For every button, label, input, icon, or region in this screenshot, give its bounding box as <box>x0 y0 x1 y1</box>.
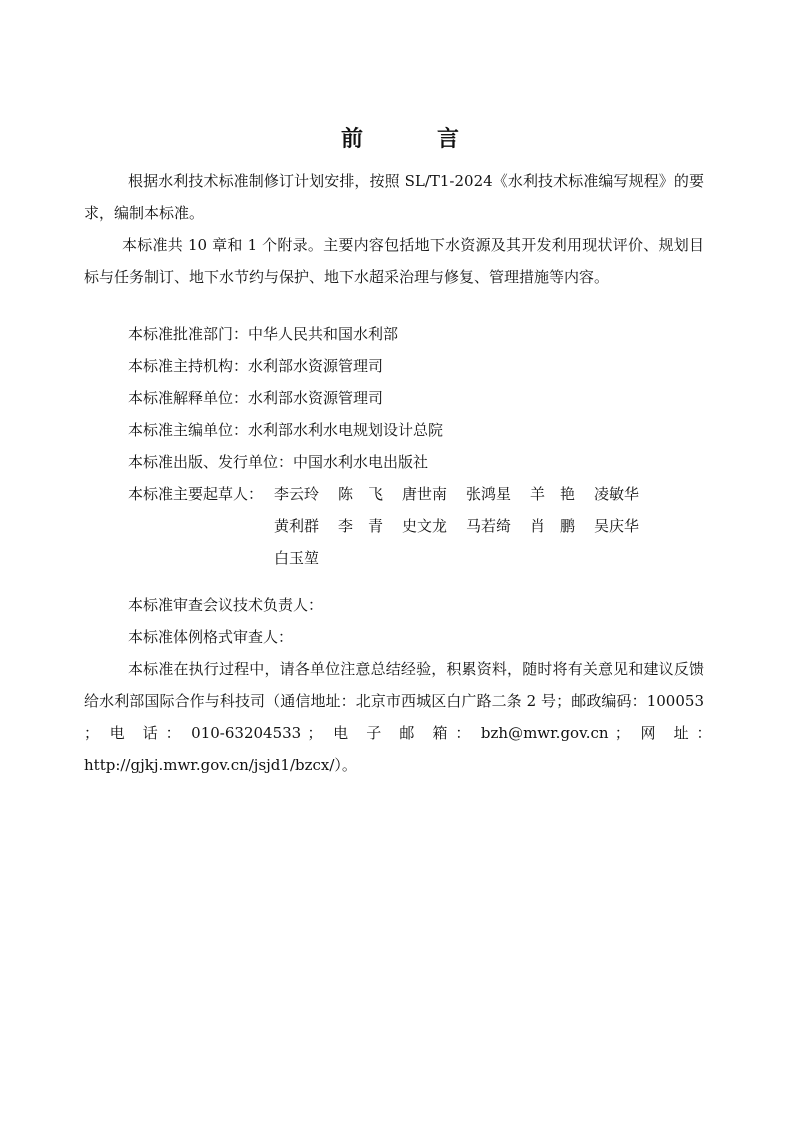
drafter-row <box>274 478 694 510</box>
intro-paragraph: 根据水利技术标准制修订计划安排，按照 SL/T1-2024《水利技术标准编写规程》的要求，编制本标准。 <box>84 172 704 222</box>
host-organization: 本标准主持机构：水利部水资源管理司 <box>128 357 384 375</box>
drafter-row <box>274 510 694 542</box>
drafters-list <box>274 478 694 574</box>
page-title: 前 言 <box>340 126 485 152</box>
drafter-name: 李云玲 <box>274 485 320 503</box>
drafter-name: 李 青 <box>338 517 384 535</box>
chief-editor-unit: 本标准主编单位：水利部水利水电规划设计总院 <box>128 421 444 439</box>
drafter-name: 吴庆华 <box>594 517 640 535</box>
drafter-name: 史文龙 <box>402 517 448 535</box>
interpretation-unit: 本标准解释单位：水利部水资源管理司 <box>128 389 384 407</box>
publisher: 本标准出版、发行单位：中国水利水电出版社 <box>128 453 429 471</box>
review-tech-lead: 本标准审查会议技术负责人： <box>128 596 324 614</box>
drafter-name: 张鸿星 <box>466 485 512 503</box>
drafter-name: 白玉堃 <box>274 549 320 567</box>
approval-department: 本标准批准部门：中华人民共和国水利部 <box>128 325 399 343</box>
drafter-name: 黄利群 <box>274 517 320 535</box>
drafter-name: 陈 飞 <box>338 485 384 503</box>
drafter-name: 肖 鹏 <box>530 517 576 535</box>
drafters-label: 本标准主要起草人： <box>128 485 264 503</box>
feedback-paragraph: 本标准在执行过程中，请各单位注意总结经验，积累资料，随时将有关意见和建议反馈给水利部国际合作与科技司（通信地址：北京市西城区白广路二条 2 号；邮政编码：100053 ； 电 话 ： 010-63204533 ； 电 子 邮 箱 ： bzh@mwr.gov.cn ； 网 址 ： http://gjkj.mwr.gov.cn/jsjd1/bzcx/）。 <box>84 660 720 774</box>
drafter-name: 马若绮 <box>466 517 512 535</box>
drafter-name: 羊 艳 <box>530 485 576 503</box>
drafter-name: 唐世南 <box>402 485 448 503</box>
drafter-name: 凌敏华 <box>594 485 640 503</box>
format-reviewer: 本标准体例格式审查人： <box>128 628 294 646</box>
drafter-row <box>274 542 694 574</box>
content-summary-paragraph: 本标准共 10 章和 1 个附录。主要内容包括地下水资源及其开发利用现状评价、规划目标与任务制订、地下水节约与保护、地下水超采治理与修复、管理措施等内容。 <box>84 236 704 286</box>
